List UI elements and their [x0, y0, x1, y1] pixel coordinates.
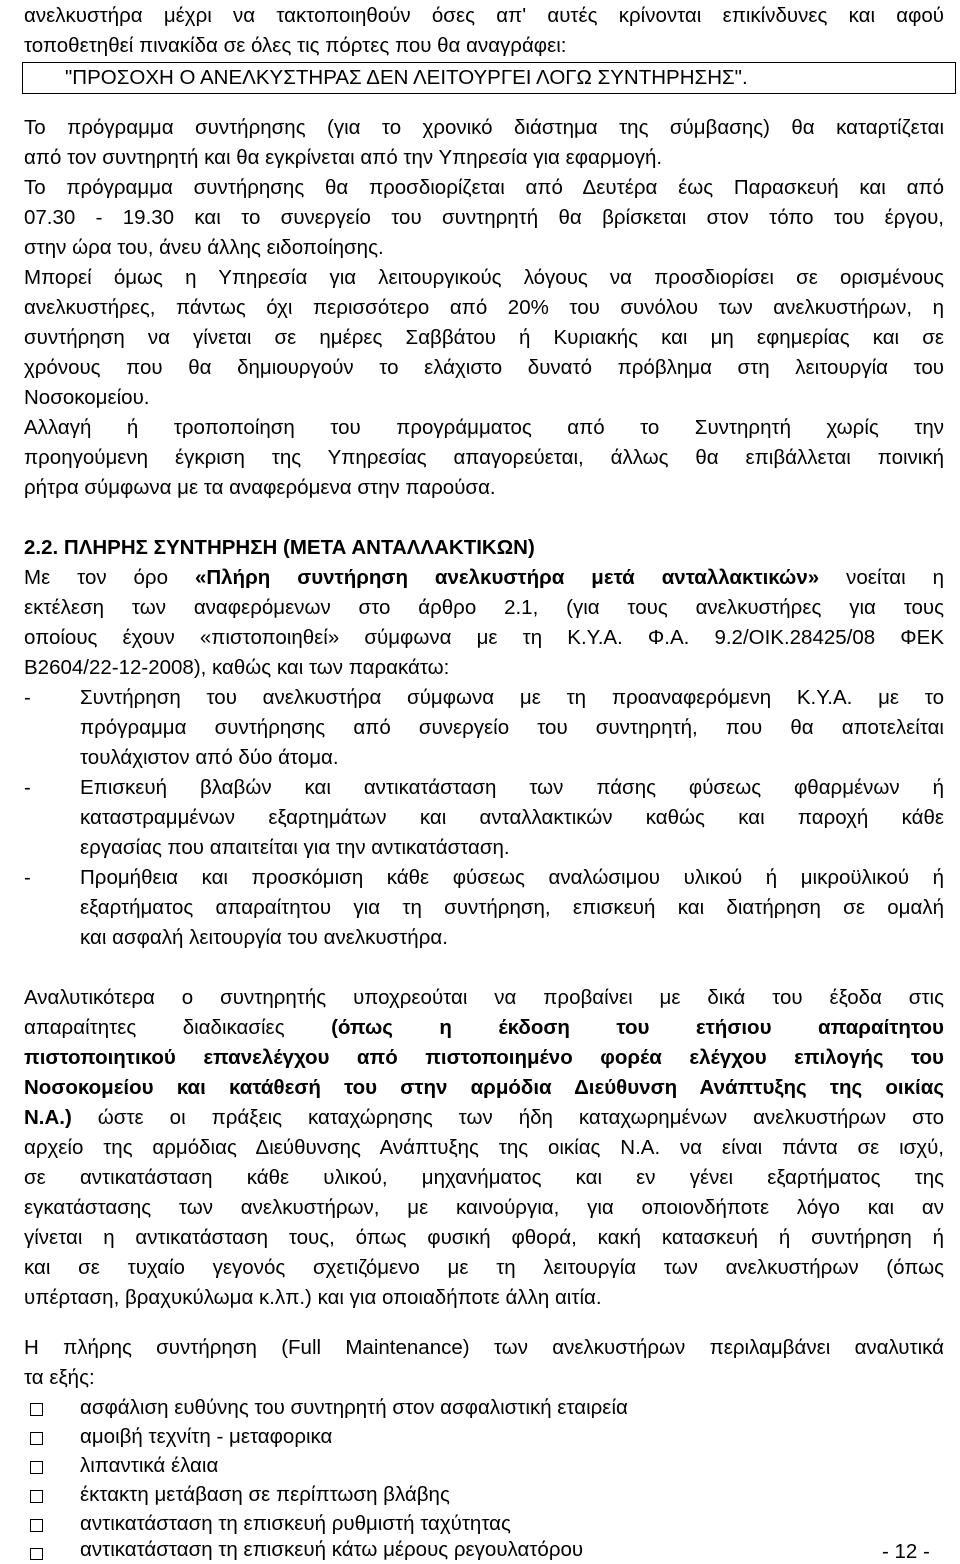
text-line: Νοσοκομείου.: [24, 386, 150, 409]
text-run: ώστε οι πράξεις καταχώρησης των ήδη καταχωρημένων ανελκυστήρων στο: [71, 1106, 944, 1129]
checklist-item: αντικατάσταση τη επισκευή κάτω μέρους ρεγουλατόρου: [80, 1538, 584, 1561]
list-dash: -: [24, 866, 31, 889]
checklist-item: αντικατάσταση τη επισκευή ρυθμιστή ταχύτητας: [80, 1512, 511, 1535]
text-run: Με τον όρο: [24, 566, 195, 589]
text-line: αρχείο της αρμόδιας Διεύθυνσης Ανάπτυξης της οικίας Ν.Α. να είναι πάντα σε ισχύ,: [24, 1136, 944, 1159]
text-line: από τον συντηρητή και θα εγκρίνεται από την Υπηρεσία για εφαρμογή.: [24, 146, 663, 169]
text-line: εγκατάστασης των ανελκυστήρων, με καινούργια, για οποιονδήποτε λόγο και αν: [24, 1196, 944, 1219]
text-line: υπέρταση, βραχυκύλωμα κ.λπ.) και για οποιαδήποτε άλλη αιτία.: [24, 1286, 602, 1309]
text-run-bold: Ν.Α.): [24, 1106, 72, 1129]
text-line: συντήρηση να γίνεται σε ημέρες Σαββάτου ή Κυριακής και μη εφημερίας και σε: [24, 326, 944, 349]
checkbox-icon: [30, 1461, 43, 1474]
text-line: προηγούμενη έγκριση της Υπηρεσίας απαγορεύεται, άλλως θα επιβάλλεται ποινική: [24, 446, 944, 469]
checkbox-icon: [30, 1432, 43, 1445]
checklist-item: έκτακτη μετάβαση σε περίπτωση βλάβης: [80, 1483, 450, 1506]
text-line: τοποθετηθεί πινακίδα σε όλες τις πόρτες που θα αναγράφει:: [24, 34, 567, 57]
text-line: Μπορεί όμως η Υπηρεσία για λειτουργικούς λόγους να προσδιορίσει σε ορισμένους: [24, 266, 944, 289]
text-line-bold: πιστοποιητικού επανελέγχου από πιστοποιημένο φορέα ελέγχου επιλογής του: [24, 1046, 944, 1069]
checklist-item: λιπαντικά έλαια: [80, 1454, 219, 1477]
text-line: [24, 1106, 944, 1130]
checkbox-icon: [30, 1519, 43, 1532]
checkbox-icon: [30, 1490, 43, 1503]
text-line: [24, 566, 944, 590]
list-item: τουλάχιστον από δύο άτομα.: [80, 746, 339, 769]
text-line: χρόνους που θα δημιουργούν το ελάχιστο δυνατό πρόβλημα στη λειτουργία του: [24, 356, 944, 379]
list-item: Προμήθεια και προσκόμιση κάθε φύσεως αναλώσιμου υλικού ή μικροϋλικού ή: [80, 866, 944, 889]
text-line: Αναλυτικότερα ο συντηρητής υποχρεούται να προβαίνει με δικά του έξοδα στις: [24, 986, 944, 1009]
list-item: Συντήρηση του ανελκυστήρα σύμφωνα με τη προαναφερόμενη Κ.Υ.Α. με το: [80, 686, 944, 709]
checkbox-icon: [30, 1403, 43, 1416]
text-line: εκτέλεση των αναφερόμενων στο άρθρο 2.1, (για τους ανελκυστήρες για τους: [24, 596, 944, 619]
section-heading: 2.2. ΠΛΗΡΗΣ ΣΥΝΤΗΡΗΣΗ (ΜΕΤΑ ΑΝΤΑΛΛΑΚΤΙΚΩΝ): [24, 536, 535, 559]
list-item: εξαρτήματος απαραίτητου για τη συντήρηση, επισκευή και διατήρηση σε ομαλή: [80, 896, 944, 919]
list-dash: -: [24, 686, 31, 709]
page-number: - 12 -: [882, 1540, 930, 1563]
text-line: Το πρόγραμμα συντήρησης (για το χρονικό διάστημα της σύμβασης) θα καταρτίζεται: [24, 116, 944, 139]
text-run-bold: (όπως η έκδοση του ετήσιου απαραίτητου: [331, 1016, 944, 1039]
text-line: Το πρόγραμμα συντήρησης θα προσδιορίζεται από Δευτέρα έως Παρασκευή και από: [24, 176, 944, 199]
checklist-item: αμοιβή τεχνίτη - μεταφορικα: [80, 1425, 333, 1448]
text-line: γίνεται η αντικατάσταση τους, όπως φυσική φθορά, κακή κατασκευή ή συντήρηση ή: [24, 1226, 944, 1249]
text-line: στην ώρα του, άνευ άλλης ειδοποίησης.: [24, 236, 384, 259]
text-line: 07.30 - 19.30 και το συνεργείο του συντηρητή θα βρίσκεται στον τόπο του έργου,: [24, 206, 944, 229]
text-line: Αλλαγή ή τροποποίηση του προγράμματος από το Συντηρητή χωρίς την: [24, 416, 944, 439]
text-line: ρήτρα σύμφωνα με τα αναφερόμενα στην παρούσα.: [24, 476, 496, 499]
text-line-bold: Νοσοκομείου και κατάθεσή του στην αρμόδια Διεύθυνση Ανάπτυξης της οικίας: [24, 1076, 944, 1099]
list-item: εργασίας που απαιτείται για την αντικατάσταση.: [80, 836, 510, 859]
text-run: νοείται η: [819, 566, 945, 589]
checklist-item: ασφάλιση ευθύνης του συντηρητή στον ασφαλιστική εταιρεία: [80, 1396, 628, 1419]
list-item: πρόγραμμα συντήρησης από συνεργείο του συντηρητή, που θα αποτελείται: [80, 716, 944, 739]
text-line: ανελκυστήρες, πάντως όχι περισσότερο από 20% του συνόλου των ανελκυστήρων, η: [24, 296, 944, 319]
warning-sign-text: "ΠΡΟΣΟΧΗ Ο ΑΝΕΛΚΥΣΤΗΡΑΣ ΔΕΝ ΛΕΙΤΟΥΡΓΕΙ ΛΟΓΩ ΣΥΝΤΗΡΗΣΗΣ".: [65, 66, 748, 89]
text-line: ανελκυστήρα μέχρι να τακτοποιηθούν όσες απ' αυτές κρίνονται επικίνδυνες και αφού: [24, 4, 944, 27]
text-run-bold: «Πλήρη συντήρηση ανελκυστήρα μετά ανταλλακτικών»: [194, 566, 820, 589]
text-line: και σε τυχαίο γεγονός σχετιζόμενο με τη λειτουργία των ανελκυστήρων (όπως: [24, 1256, 944, 1279]
checkbox-icon: [30, 1548, 43, 1560]
text-line: [24, 1016, 944, 1040]
text-line: τα εξής:: [24, 1366, 95, 1389]
list-dash: -: [24, 776, 31, 799]
text-run: απαραίτητες διαδικασίες: [24, 1016, 332, 1039]
list-item: Επισκευή βλαβών και αντικατάσταση των πάσης φύσεως φθαρμένων ή: [80, 776, 944, 799]
text-line: οποίους έχουν «πιστοποιηθεί» σύμφωνα με τη Κ.Υ.Α. Φ.Α. 9.2/ΟΙΚ.28425/08 ΦΕΚ: [24, 626, 944, 649]
text-line: Β2604/22-12-2008), καθώς και των παρακάτω:: [24, 656, 450, 679]
text-line: σε αντικατάσταση κάθε υλικού, μηχανήματος και εν γένει εξαρτήματος της: [24, 1166, 944, 1189]
list-item: και ασφαλή λειτουργία του ανελκυστήρα.: [80, 926, 448, 949]
text-line: Η πλήρης συντήρηση (Full Maintenance) των ανελκυστήρων περιλαμβάνει αναλυτικά: [24, 1336, 944, 1359]
warning-sign-box: [22, 62, 956, 94]
list-item: καταστραμμένων εξαρτημάτων και ανταλλακτικών καθώς και παροχή κάθε: [80, 806, 944, 829]
